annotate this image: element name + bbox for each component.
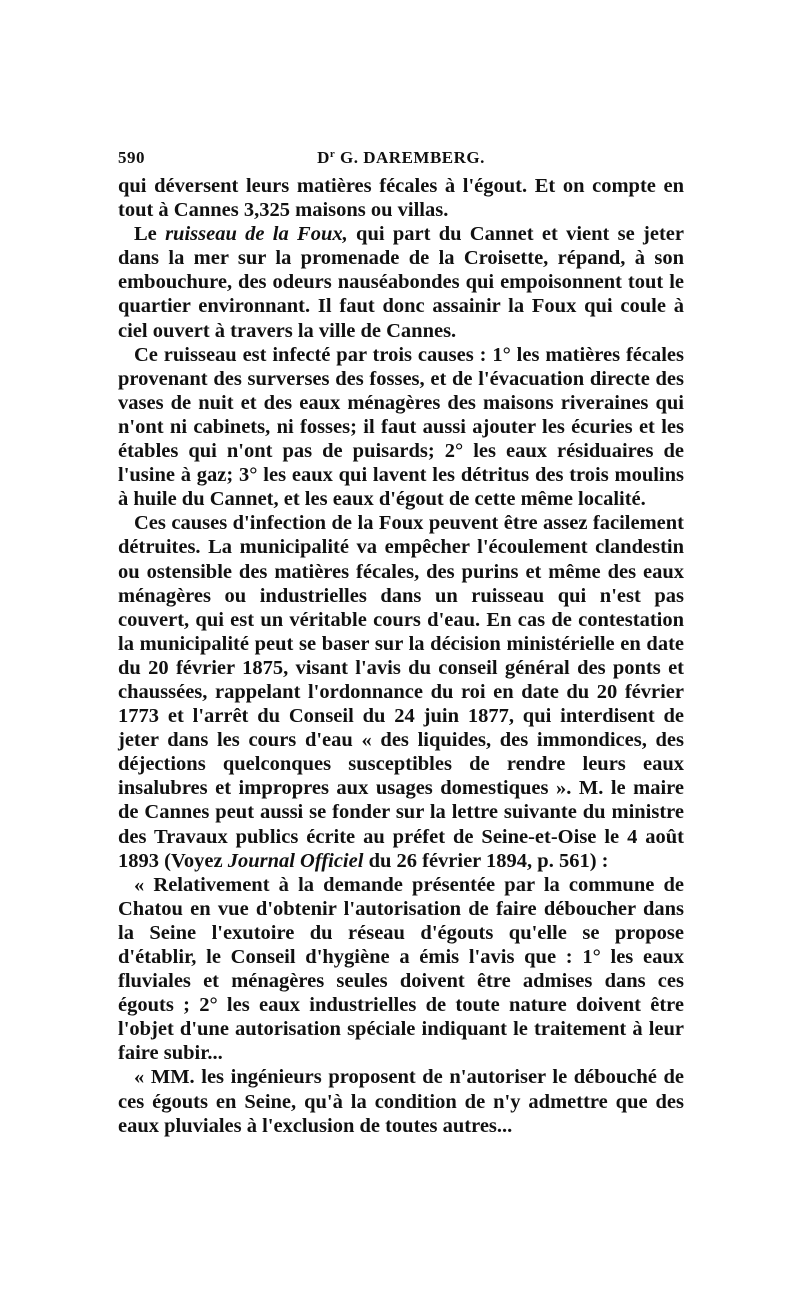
paragraph-4 xyxy=(118,511,684,872)
paragraph-3: Ce ruisseau est infecté par trois causes : 1° les matières fécales provenant des surverses des fosses, et de l'évacuation directe des vases de nuit et des eaux ménagères des maisons riveraines qui n'ont ni cabinets, ni fosses; il faut aussi ajouter les écuries et les étables qui n'ont pas de puisards; 2° les eaux résiduaires de l'usine à gaz; 3° les eaux qui lavent les détritus des trois moulins à huile du Cannet, et les eaux d'égout de cette même localité. xyxy=(118,343,684,511)
running-head xyxy=(118,148,684,174)
paragraph-2-start: Le xyxy=(134,223,166,246)
paragraph-4-start: Ces causes d'infection de la Foux peuvent être assez facilement détruites. La municipalité va empêcher l'écoulement clandestin ou ostensible des matières fécales, des purins et même des eaux ménagères ou industrielles dans un ruisseau qui n'est pas couvert, qui est un véritable cours d'eau. En cas de contestation la municipalité peut se baser sur la décision ministérielle en date du 20 février 1875, visant l'avis du conseil général des ponts et chaussées, rappelant l'ordonnance du roi en date du 20 février 1773 et l'arrêt du Conseil du 24 juin 1877, qui interdisent de jeter dans les cours d'eau « des liquides, des immondices, des déjections quelconques susceptibles de rendre leurs eaux insalubres et impropres aux usages domestiques ». M. le maire de Cannes peut aussi se fonder sur la lettre suivante du ministre des Travaux publics écrite au préfet de Seine-et-Oise le 4 août 1893 (Voyez xyxy=(118,512,684,872)
paragraph-1: qui déversent leurs matières fécales à l'égout. Et on compte en tout à Cannes 3,325 maisons ou villas. xyxy=(118,175,684,222)
book-page xyxy=(118,148,684,1138)
paragraph-4-end: du 26 février 1894, p. 561) : xyxy=(363,849,609,872)
paragraph-5-quote: « Relativement à la demande présentée par la commune de Chatou en vue d'obtenir l'autorisation de faire déboucher dans la Seine l'exutoire du réseau d'égouts qu'elle se propose d'établir, le Conseil d'hygiène a émis l'avis que : 1° les eaux fluviales et ménagères seules doivent être admises dans ces égouts ; 2° les eaux industrielles de toute nature doivent être l'objet d'une autorisation spéciale indiquant le traitement à leur faire subir... xyxy=(118,873,684,1065)
paragraph-2 xyxy=(118,222,684,342)
author-name: G. DAREMBERG. xyxy=(340,148,485,167)
paragraph-2-italic: ruisseau de la Foux, xyxy=(165,223,348,246)
paragraph-2-end: qui part du Cannet et vient se jeter dans la mer sur la promenade de la Croisette, répand, à son embouchure, des odeurs nauséabondes qui empoisonnent tout le quartier environnant. Il faut donc assainir la Foux qui coule à ciel ouvert à travers la ville de Cannes. xyxy=(118,223,684,342)
paragraph-6-quote: « MM. les ingénieurs proposent de n'autoriser le débouché de ces égouts en Seine, qu'à la condition de n'y admettre que des eaux pluviales à l'exclusion de toutes autres... xyxy=(118,1066,684,1137)
paragraph-4-italic: Journal Officiel xyxy=(227,849,364,872)
author-prefix: D xyxy=(317,148,330,167)
author-header xyxy=(118,148,684,168)
page-number: 590 xyxy=(118,148,145,167)
body-text xyxy=(118,174,684,1138)
author-title-superscript: r xyxy=(329,148,336,160)
